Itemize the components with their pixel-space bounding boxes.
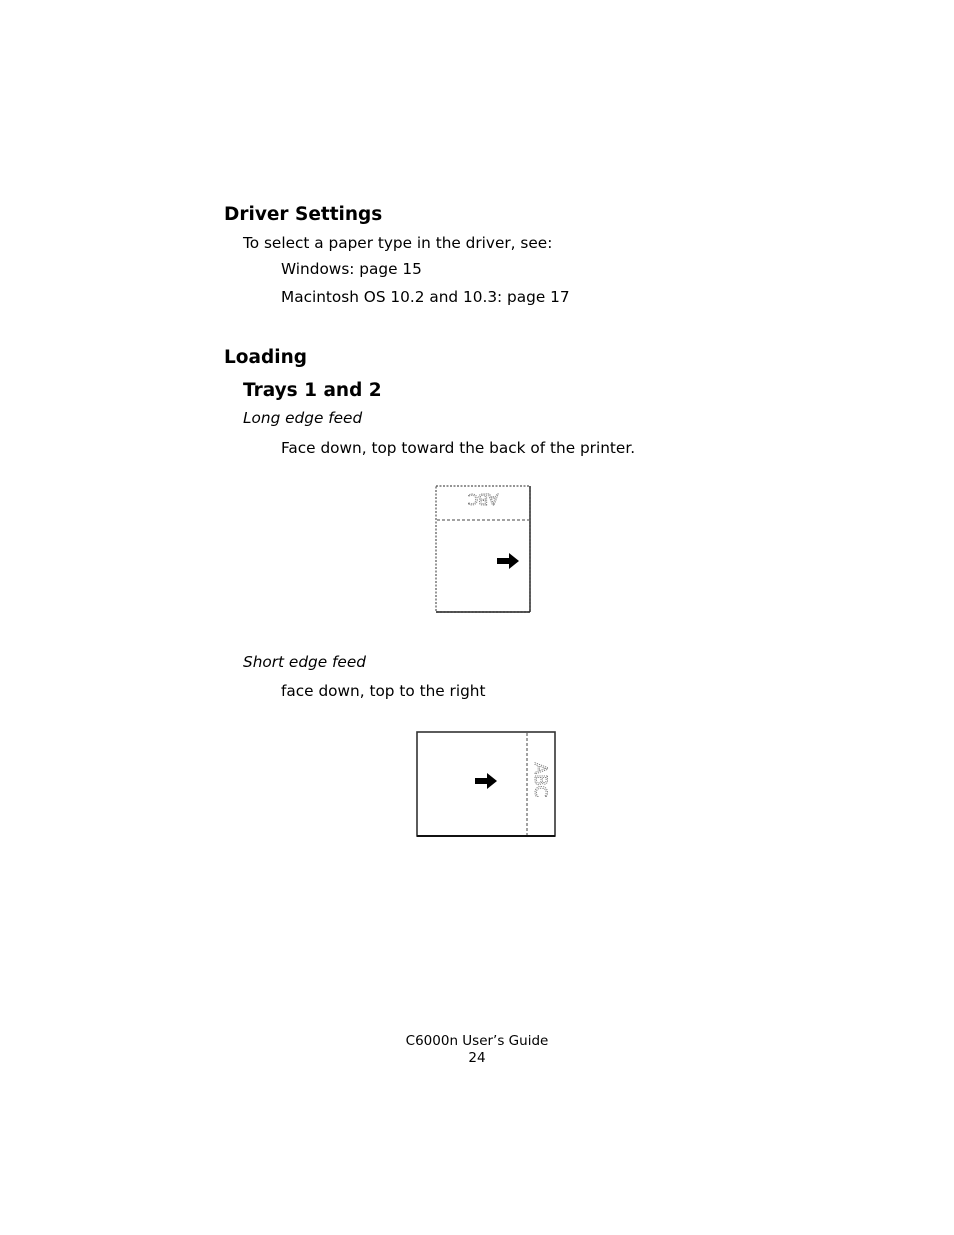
abc-letters-rotated: ABC: [467, 490, 499, 508]
long-edge-feed-instruction: Face down, top toward the back of the printer.: [281, 439, 636, 457]
trays-subheading: Trays 1 and 2: [243, 380, 382, 401]
short-edge-feed-instruction: face down, top to the right: [281, 682, 486, 700]
loading-heading: Loading: [224, 347, 307, 368]
short-edge-feed-label: Short edge feed: [243, 653, 366, 671]
driver-settings-intro: To select a paper type in the driver, see:: [243, 234, 553, 252]
driver-settings-heading: Driver Settings: [224, 204, 383, 225]
long-edge-feed-figure: [434, 484, 532, 614]
short-edge-feed-figure: [415, 730, 557, 838]
windows-reference: Windows: page 15: [281, 260, 422, 278]
long-edge-feed-label: Long edge feed: [243, 409, 363, 427]
footer-page-number: 24: [468, 1050, 486, 1066]
footer-guide-title: C6000n User’s Guide: [405, 1033, 549, 1049]
abc-letters-rotated: ABC: [530, 762, 550, 798]
macintosh-reference: Macintosh OS 10.2 and 10.3: page 17: [281, 288, 570, 306]
